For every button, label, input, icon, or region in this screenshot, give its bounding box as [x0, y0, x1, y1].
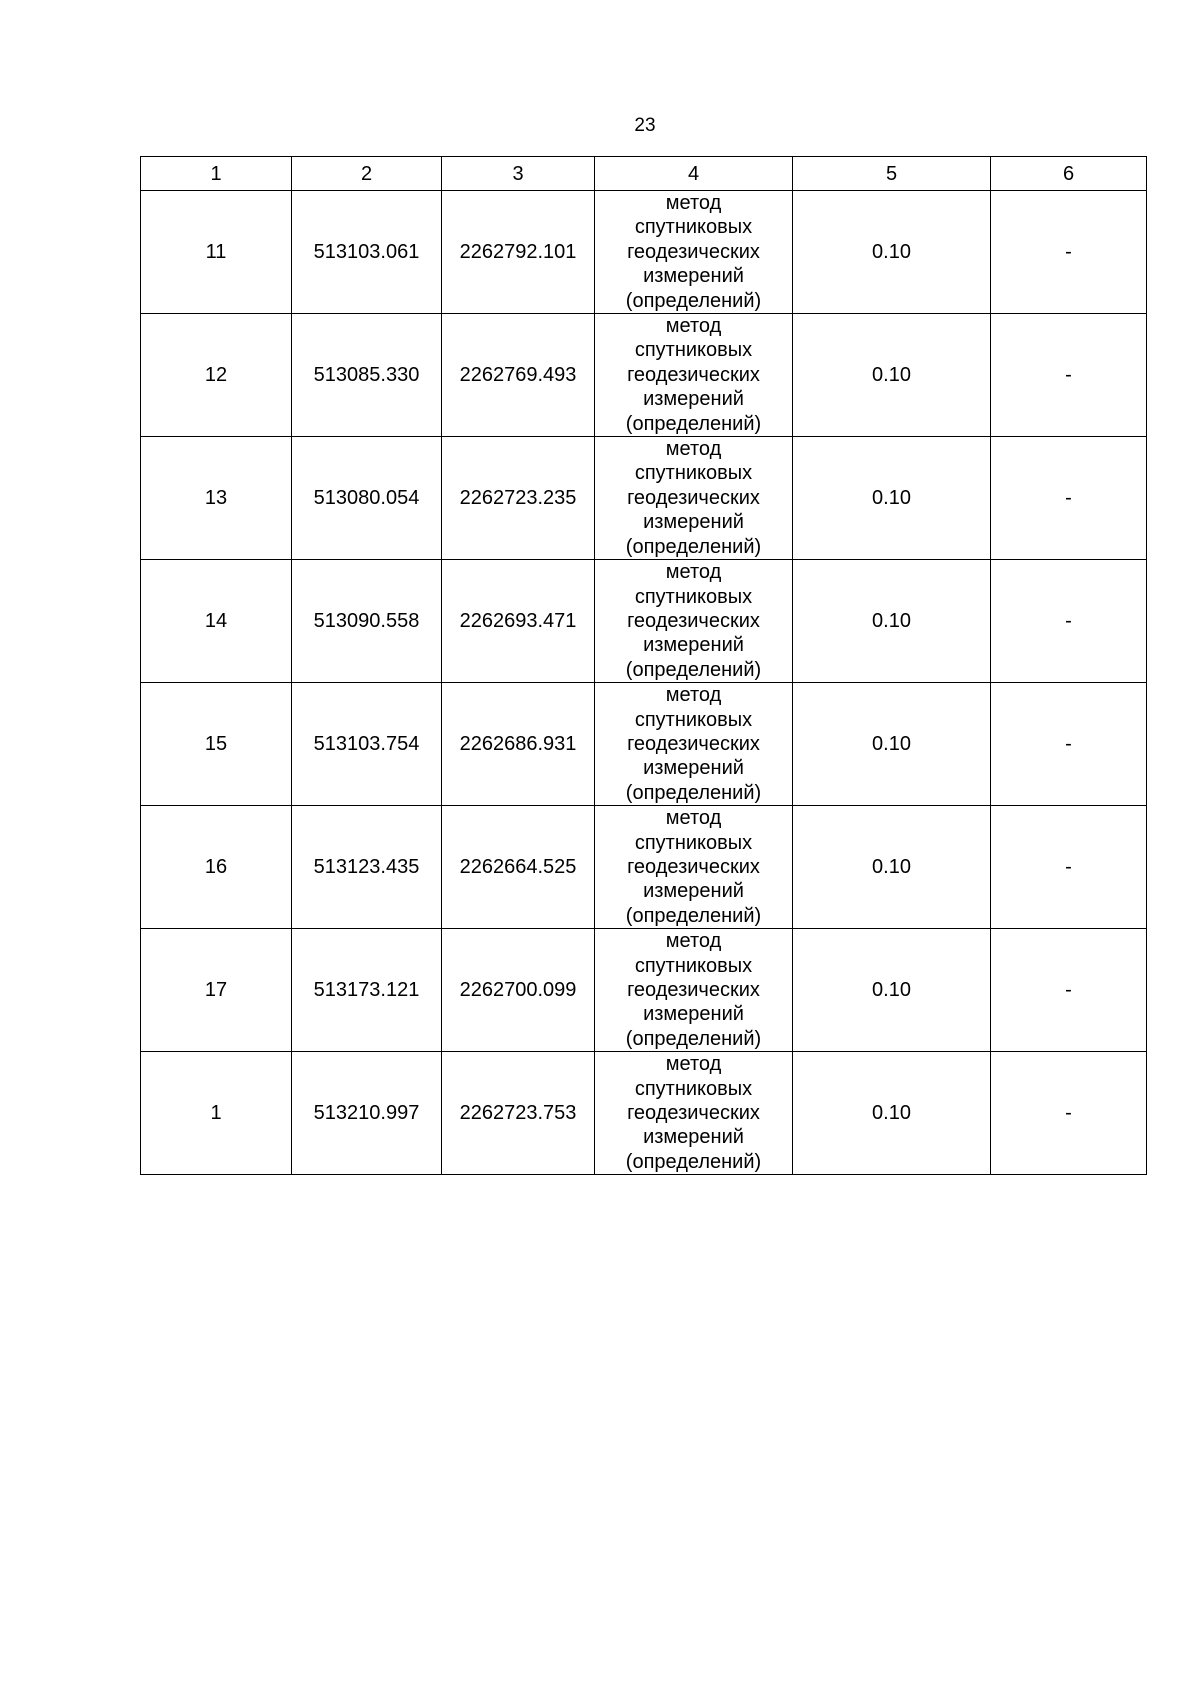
note-cell: - [991, 1052, 1147, 1175]
x-coordinate-cell: 513090.558 [292, 560, 442, 683]
y-coordinate-cell: 2262686.931 [442, 683, 595, 806]
method-text: метод спутниковых геодезических измерений (определений) [625, 438, 762, 558]
note-cell: - [991, 929, 1147, 1052]
y-coordinate-cell: 2262693.471 [442, 560, 595, 683]
y-coordinate-cell: 2262700.099 [442, 929, 595, 1052]
y-coordinate-cell: 2262769.493 [442, 314, 595, 437]
column-header: 5 [793, 157, 991, 191]
y-coordinate-cell: 2262664.525 [442, 806, 595, 929]
accuracy-cell: 0.10 [793, 437, 991, 560]
x-coordinate-cell: 513123.435 [292, 806, 442, 929]
table-row [141, 560, 1147, 683]
table-row [141, 191, 1147, 314]
y-coordinate-cell: 2262723.753 [442, 1052, 595, 1175]
column-header: 4 [595, 157, 793, 191]
method-cell [595, 560, 793, 683]
x-coordinate-cell: 513103.061 [292, 191, 442, 314]
note-cell: - [991, 560, 1147, 683]
accuracy-cell: 0.10 [793, 314, 991, 437]
point-number-cell: 11 [141, 191, 292, 314]
y-coordinate-cell: 2262723.235 [442, 437, 595, 560]
accuracy-cell: 0.10 [793, 1052, 991, 1175]
coordinates-table [140, 156, 1147, 1175]
point-number-cell: 12 [141, 314, 292, 437]
note-cell: - [991, 683, 1147, 806]
point-number-cell: 1 [141, 1052, 292, 1175]
note-cell: - [991, 191, 1147, 314]
note-cell: - [991, 806, 1147, 929]
method-text: метод спутниковых геодезических измерений (определений) [625, 930, 762, 1050]
accuracy-cell: 0.10 [793, 191, 991, 314]
method-cell [595, 191, 793, 314]
x-coordinate-cell: 513085.330 [292, 314, 442, 437]
note-cell: - [991, 314, 1147, 437]
method-text: метод спутниковых геодезических измерений (определений) [625, 807, 762, 927]
method-cell [595, 683, 793, 806]
table-row [141, 314, 1147, 437]
table-header-row [141, 157, 1147, 191]
accuracy-cell: 0.10 [793, 929, 991, 1052]
accuracy-cell: 0.10 [793, 683, 991, 806]
method-cell [595, 929, 793, 1052]
method-cell [595, 806, 793, 929]
point-number-cell: 16 [141, 806, 292, 929]
table-row [141, 806, 1147, 929]
column-header: 1 [141, 157, 292, 191]
table-row [141, 437, 1147, 560]
method-text: метод спутниковых геодезических измерений (определений) [625, 315, 762, 435]
accuracy-cell: 0.10 [793, 806, 991, 929]
point-number-cell: 17 [141, 929, 292, 1052]
method-text: метод спутниковых геодезических измерений (определений) [625, 192, 762, 312]
page-number: 23 [634, 115, 656, 136]
column-header: 2 [292, 157, 442, 191]
method-cell [595, 1052, 793, 1175]
point-number-cell: 15 [141, 683, 292, 806]
x-coordinate-cell: 513210.997 [292, 1052, 442, 1175]
table-row [141, 683, 1147, 806]
method-cell [595, 314, 793, 437]
accuracy-cell: 0.10 [793, 560, 991, 683]
method-text: метод спутниковых геодезических измерений (определений) [625, 684, 762, 804]
column-header: 6 [991, 157, 1147, 191]
column-header: 3 [442, 157, 595, 191]
note-cell: - [991, 437, 1147, 560]
y-coordinate-cell: 2262792.101 [442, 191, 595, 314]
x-coordinate-cell: 513080.054 [292, 437, 442, 560]
method-cell [595, 437, 793, 560]
method-text: метод спутниковых геодезических измерений (определений) [625, 561, 762, 681]
table-row [141, 929, 1147, 1052]
point-number-cell: 13 [141, 437, 292, 560]
method-text: метод спутниковых геодезических измерений (определений) [625, 1053, 762, 1173]
x-coordinate-cell: 513103.754 [292, 683, 442, 806]
table-row [141, 1052, 1147, 1175]
point-number-cell: 14 [141, 560, 292, 683]
x-coordinate-cell: 513173.121 [292, 929, 442, 1052]
